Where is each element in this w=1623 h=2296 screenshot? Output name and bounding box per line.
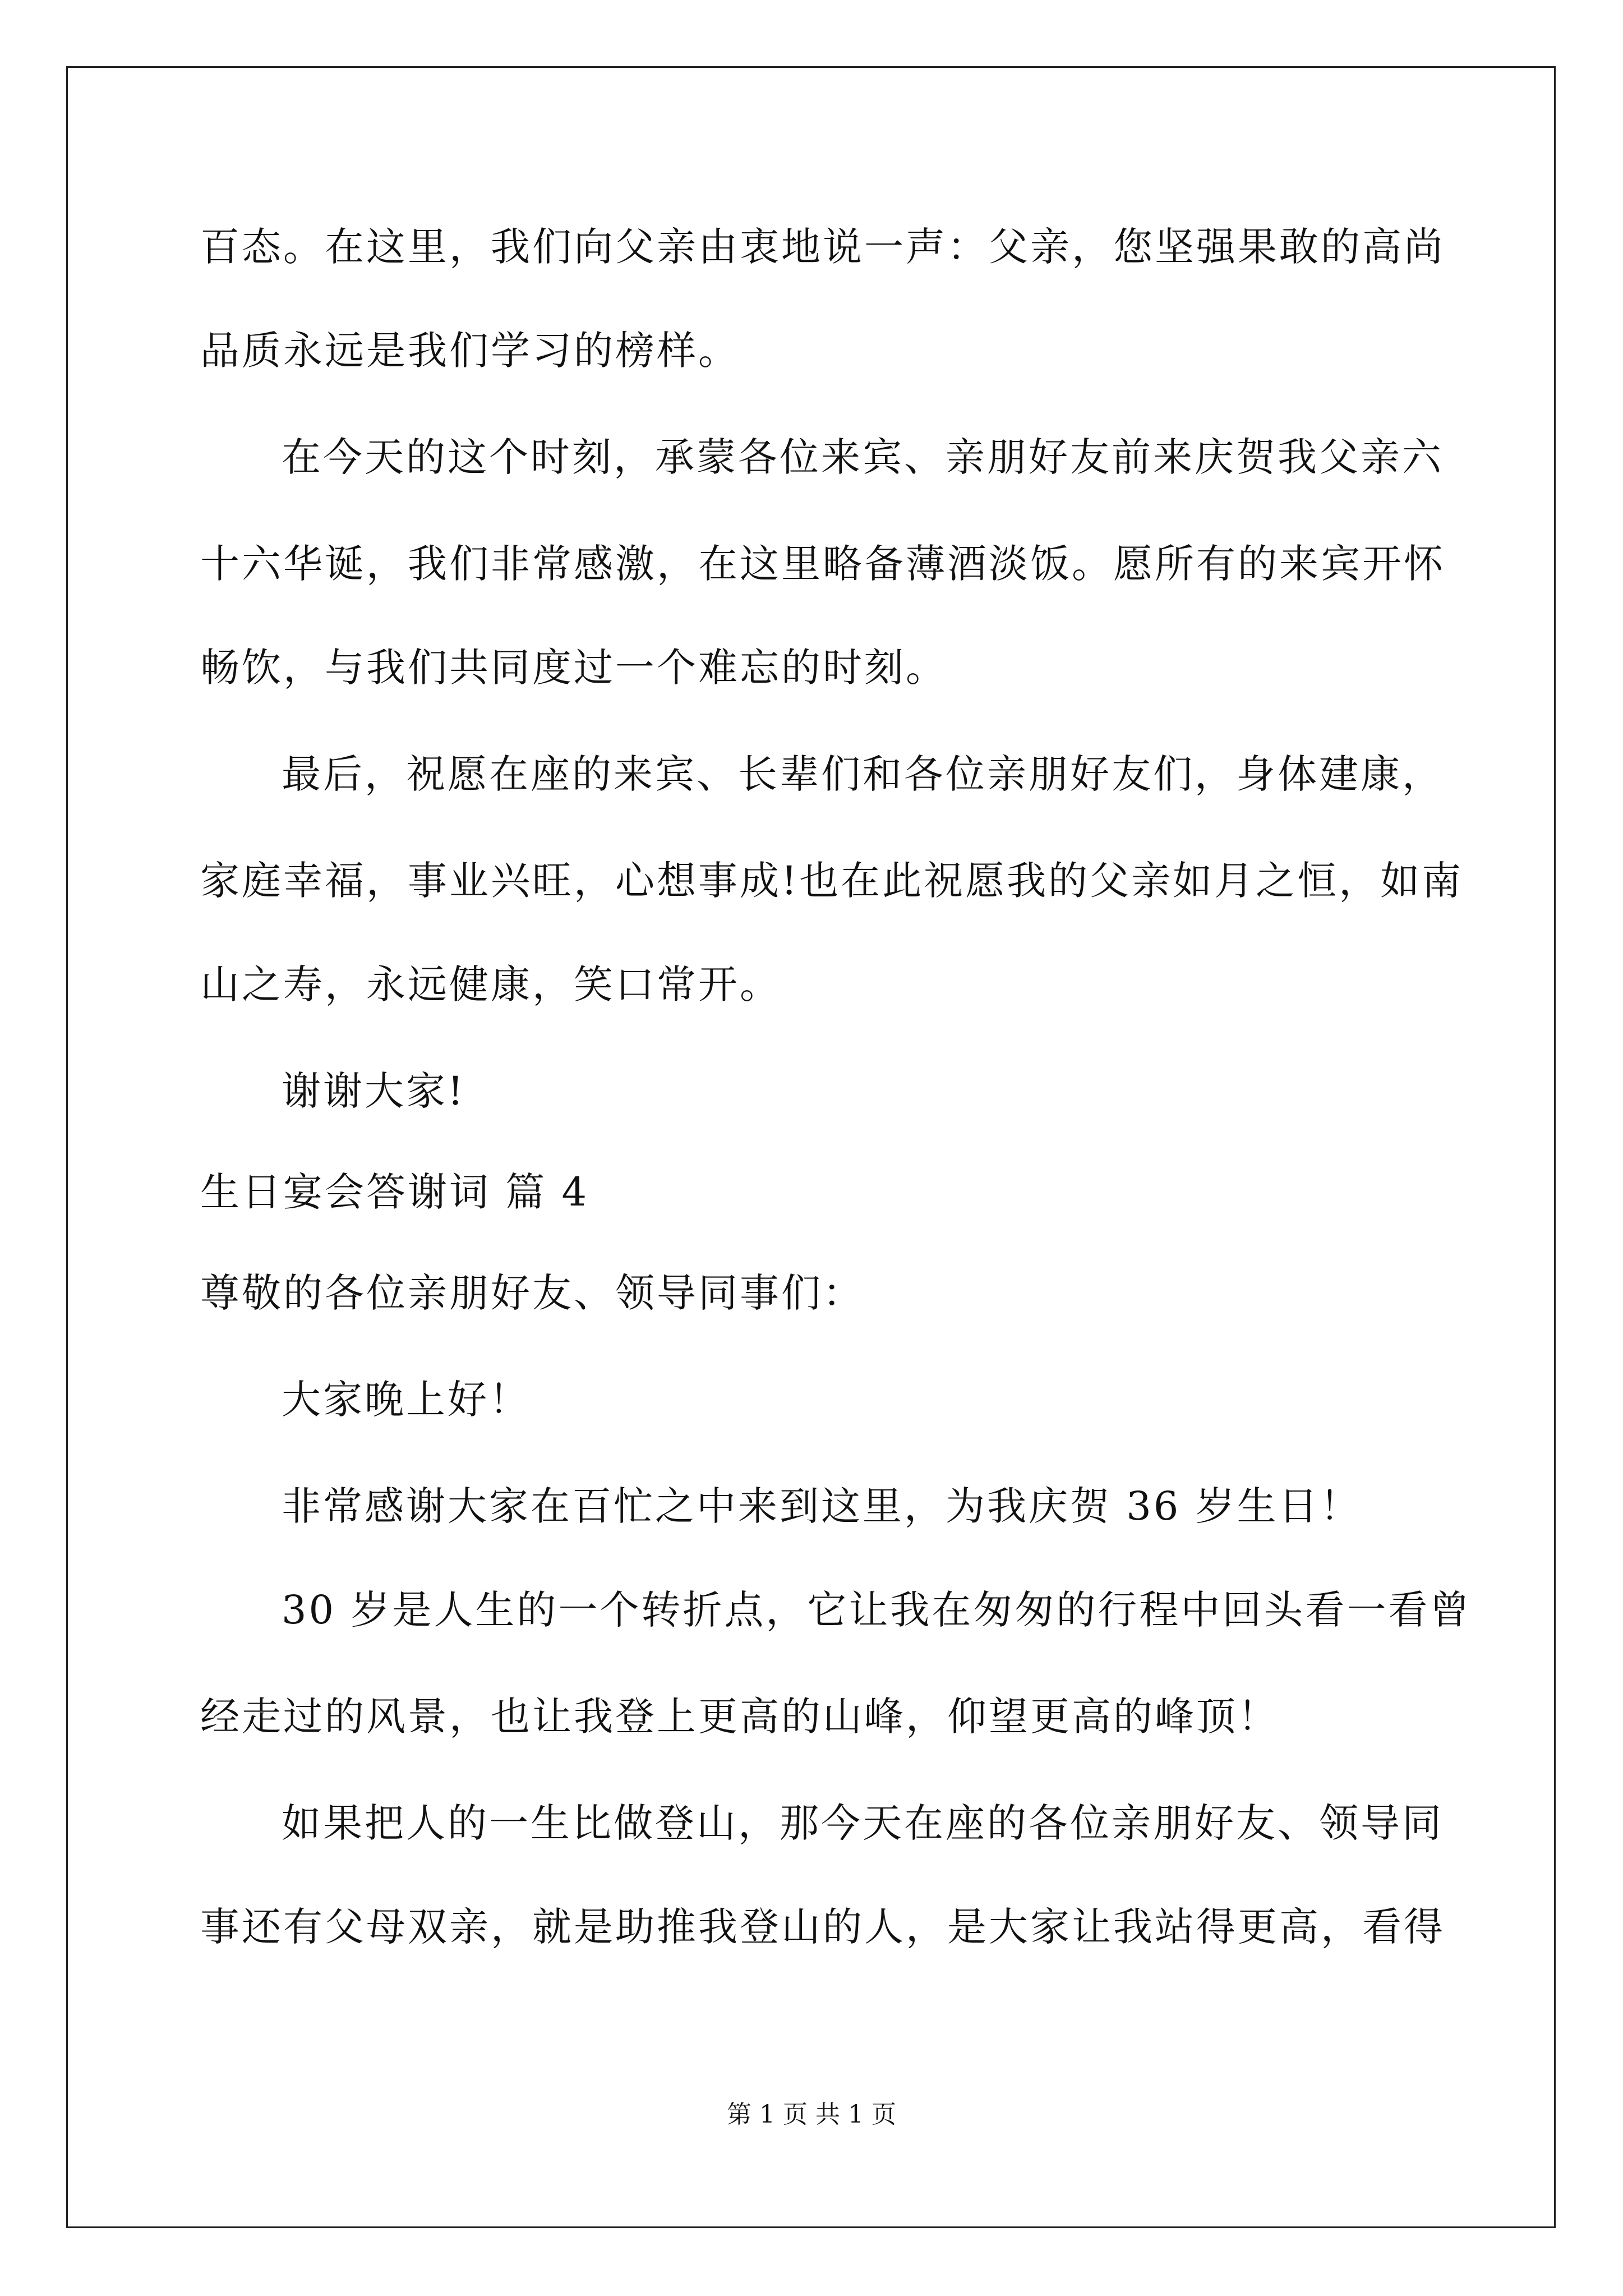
text-line: 经走过的风景，也让我登上更高的山峰，仰望更高的峰顶！ [200,1694,1279,1740]
text-line: 事还有父母双亲，就是助推我登山的人，是大家让我站得更高，看得 [200,1904,1445,1950]
text-line: 非常感谢大家在百忙之中来到这里，为我庆贺 36 岁生日！ [282,1483,1362,1529]
text-line: 在今天的这个时刻，承蒙各位来宾、亲朋好友前来庆贺我父亲六 [282,434,1444,480]
text-line: 品质永远是我们学习的榜样。 [200,328,740,374]
page-footer: 第 1 页 共 1 页 [727,2100,896,2129]
text-line: 山之寿，永远健康，笑口常开。 [200,961,781,1007]
section-heading: 生日宴会答谢词 篇 4 [200,1169,589,1215]
salutation: 尊敬的各位亲朋好友、领导同事们： [200,1270,864,1316]
text-line: 家庭幸福，事业兴旺，心想事成!也在此祝愿我的父亲如月之恒，如南 [200,858,1464,904]
text-line: 谢谢大家! [282,1068,466,1114]
text-line: 如果把人的一生比做登山，那今天在座的各位亲朋好友、领导同 [282,1800,1444,1846]
text-line: 30 岁是人生的一个转折点，它让我在匆匆的行程中回头看一看曾 [282,1587,1472,1633]
text-line: 十六华诞，我们非常感激，在这里略备薄酒淡饭。愿所有的来宾开怀 [200,541,1445,587]
text-line: 大家晚上好！ [282,1377,531,1423]
text-line: 最后，祝愿在座的来宾、长辈们和各位亲朋好友们，身体建康， [282,751,1444,797]
text-line: 百态。在这里，我们向父亲由衷地说一声：父亲，您坚强果敢的高尚 [200,224,1445,270]
text-line: 畅饮，与我们共同度过一个难忘的时刻。 [200,645,947,691]
